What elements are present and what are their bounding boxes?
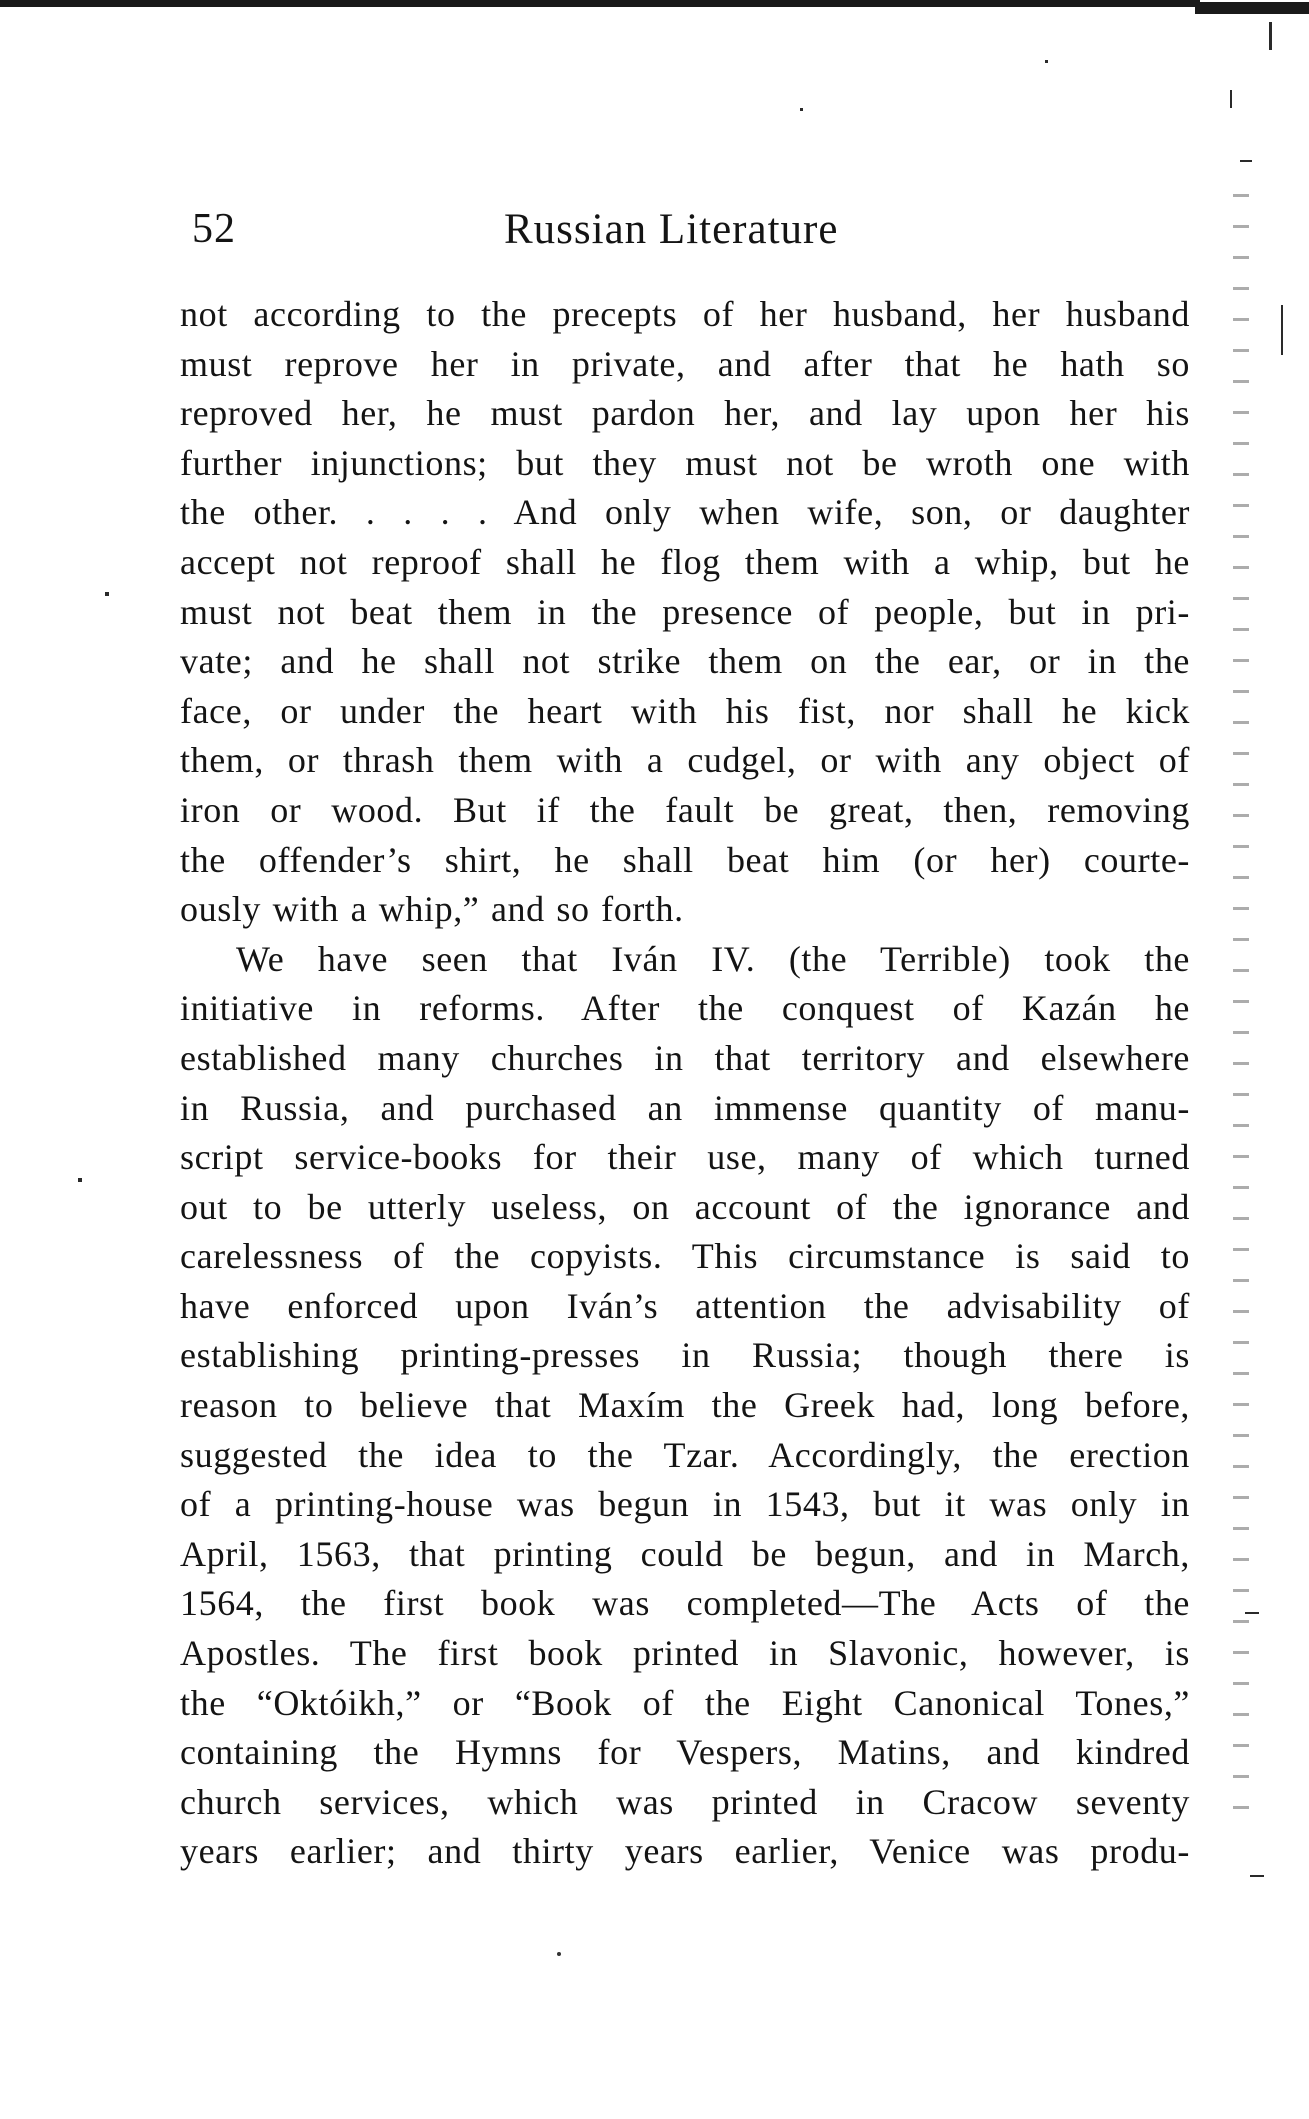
scan-speck [1250,1875,1264,1877]
text-line: carelessness of the copyists. This circumstance is said to [180,1236,1190,1277]
text-line: reproved her, he must pardon her, and lay upon her his [180,393,1190,434]
text-line: years earlier; and thirty years earlier, Venice was produ- [180,1831,1190,1872]
scan-speck [1230,90,1232,108]
text-line: April, 1563, that printing could be begun, and in March, [180,1533,1190,1574]
scan-top-edge-rule-tail [1195,2,1309,14]
text-line: establishing printing-presses in Russia; though there is [180,1335,1190,1376]
text-line: accept not reproof shall he flog them with a whip, but he [180,541,1190,582]
text-line: the “Októikh,” or “Book of the Eight Canonical Tones,” [180,1682,1190,1723]
text-line: established many churches in that territory and elsewhere [180,1037,1190,1078]
scan-speck [105,592,109,596]
text-line: iron or wood. But if the fault be great, then, removing [180,789,1190,830]
text-line: out to be utterly useless, on account of the ignorance and [180,1186,1190,1227]
text-line: further injunctions; but they must not be wroth one with [180,442,1190,483]
scan-speck [557,1952,561,1956]
text-line: suggested the idea to the Tzar. Accordingly, the erection [180,1434,1190,1475]
scan-speck [78,1178,82,1182]
scan-speck [1281,305,1283,355]
text-line: vate; and he shall not strike them on the ear, or in the [180,641,1190,682]
text-line: church services, which was printed in Cracow seventy [180,1781,1190,1822]
scan-speck [1240,160,1252,162]
page-header [192,205,902,265]
text-line: 1564, the first book was completed—The Acts of the [180,1583,1190,1624]
body-text [180,290,1190,1877]
paragraph [180,290,1190,935]
scan-speck [1045,60,1048,63]
text-line: the offender’s shirt, he shall beat him (or her) courte- [180,839,1190,880]
scan-speck [800,108,803,111]
running-title: Russian Literature [504,206,839,253]
text-line: reason to believe that Maxím the Greek had, long before, [180,1385,1190,1426]
scan-speck [1269,22,1272,50]
text-line: containing the Hymns for Vespers, Matins, and kindred [180,1732,1190,1773]
text-line: in Russia, and purchased an immense quantity of manu- [180,1087,1190,1128]
text-line: ously with a whip,” and so forth. [180,889,684,930]
scan-top-edge-rule [0,0,1200,7]
paragraph [180,935,1190,1877]
text-line: must not beat them in the presence of people, but in pri- [180,591,1190,632]
text-line: of a printing-house was begun in 1543, but it was only in [180,1484,1190,1525]
scan-right-edge-marks [1233,180,1249,1820]
text-line: script service-books for their use, many of which turned [180,1137,1190,1178]
text-line: the other. . . . . And only when wife, son, or daughter [180,492,1190,533]
text-line: must reprove her in private, and after that he hath so [180,343,1190,384]
text-line: not according to the precepts of her husband, her husband [180,294,1190,334]
page-number: 52 [192,206,236,252]
text-line: Apostles. The first book printed in Slavonic, however, is [180,1633,1190,1674]
scan-speck [1245,1612,1259,1614]
text-line: face, or under the heart with his fist, nor shall he kick [180,690,1190,731]
text-line: initiative in reforms. After the conquest of Kazán he [180,988,1190,1029]
text-line: We have seen that Iván IV. (the Terrible) took the [236,938,1190,979]
text-line: have enforced upon Iván’s attention the advisability of [180,1285,1190,1326]
text-line: them, or thrash them with a cudgel, or with any object of [180,740,1190,781]
